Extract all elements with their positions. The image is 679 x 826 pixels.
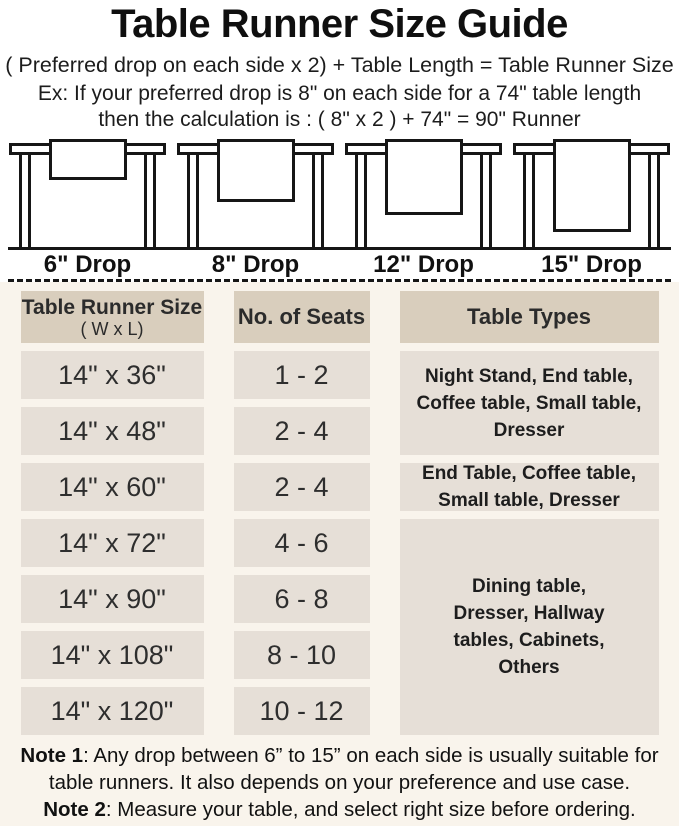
runner-size-cell-2: 14" x 48" <box>21 407 204 455</box>
table-illustration-15-drop <box>513 139 670 247</box>
table-leg-right <box>312 154 324 247</box>
table-illustration-6-drop <box>9 139 166 247</box>
column-header-runner-size <box>21 291 204 343</box>
runner-size-cell-1: 14" x 36" <box>21 351 204 399</box>
seats-cell-1: 1 - 2 <box>234 351 370 399</box>
runner-size-cell-3: 14" x 60" <box>21 463 204 511</box>
runner-size-cell-6: 14" x 108" <box>21 631 204 679</box>
runner-size-cell-5: 14" x 90" <box>21 575 204 623</box>
table-leg-left <box>355 154 367 247</box>
table-leg-right <box>144 154 156 247</box>
table-leg-left <box>187 154 199 247</box>
seats-cell-2: 2 - 4 <box>234 407 370 455</box>
note-1 <box>4 742 675 796</box>
drop-label-15: 15" Drop <box>541 251 642 278</box>
note-2 <box>4 796 675 823</box>
size-guide-section <box>0 282 679 826</box>
note-2-text: : Measure your table, and select right size before ordering. <box>105 798 636 821</box>
table-leg-right <box>480 154 492 247</box>
table-illustration-8-drop <box>177 139 334 247</box>
runner-overlay-15-drop <box>553 139 631 232</box>
note-2-label: Note 2 <box>43 798 106 821</box>
notes-section <box>0 742 679 823</box>
table-leg-left <box>19 154 31 247</box>
table-types-cell-large-tables <box>400 519 659 735</box>
page-title: Table Runner Size Guide <box>111 2 568 46</box>
header-section <box>0 0 679 282</box>
table-types-text: Night Stand, End table, Coffee table, Small table, Dresser <box>416 365 642 441</box>
table-leg-right <box>648 154 660 247</box>
drop-label-6: 6" Drop <box>43 251 132 278</box>
table-types-cell-medium-tables <box>400 463 659 511</box>
drop-label-12: 12" Drop <box>373 251 474 278</box>
note-1-text: : Any drop between 6” to 15” on each side is usually suitable for table runners. It also depends on your preference and use case. <box>48 744 659 794</box>
column-header-runner-size-line1: Table Runner Size <box>21 295 203 319</box>
runner-overlay-12-drop <box>385 139 463 215</box>
formula-line: ( Preferred drop on each side x 2) + Table Length = Table Runner Size <box>5 53 674 77</box>
seats-cell-7: 10 - 12 <box>234 687 370 735</box>
seats-cell-5: 6 - 8 <box>234 575 370 623</box>
column-header-table-types: Table Types <box>400 291 659 343</box>
note-1-label: Note 1 <box>20 744 84 767</box>
example-line-2: then the calculation is : ( 8" x 2 ) + 74" = 90" Runner <box>98 108 581 131</box>
seats-cell-4: 4 - 6 <box>234 519 370 567</box>
table-types-cell-small-tables <box>400 351 659 455</box>
table-illustrations-row <box>0 139 679 247</box>
runner-overlay-8-drop <box>217 139 295 202</box>
table-types-text: End Table, Coffee table, Small table, Dresser <box>422 463 636 511</box>
example-line-1: Ex: If your preferred drop is 8" on each side for a 74" table length <box>37 82 642 105</box>
table-illustration-12-drop <box>345 139 502 247</box>
runner-size-cell-7: 14" x 120" <box>21 687 204 735</box>
column-header-runner-size-line2: ( W x L) <box>80 318 144 339</box>
table-leg-left <box>523 154 535 247</box>
runner-size-cell-4: 14" x 72" <box>21 519 204 567</box>
table-types-text: Dining table, Dresser, Hallway tables, Cabinets, Others <box>453 576 605 678</box>
runner-overlay-6-drop <box>49 139 127 180</box>
column-header-seats: No. of Seats <box>234 291 370 343</box>
drop-labels-row <box>0 250 679 279</box>
size-guide-table <box>0 291 679 735</box>
seats-cell-6: 8 - 10 <box>234 631 370 679</box>
drop-label-8: 8" Drop <box>211 251 300 278</box>
seats-cell-3: 2 - 4 <box>234 463 370 511</box>
